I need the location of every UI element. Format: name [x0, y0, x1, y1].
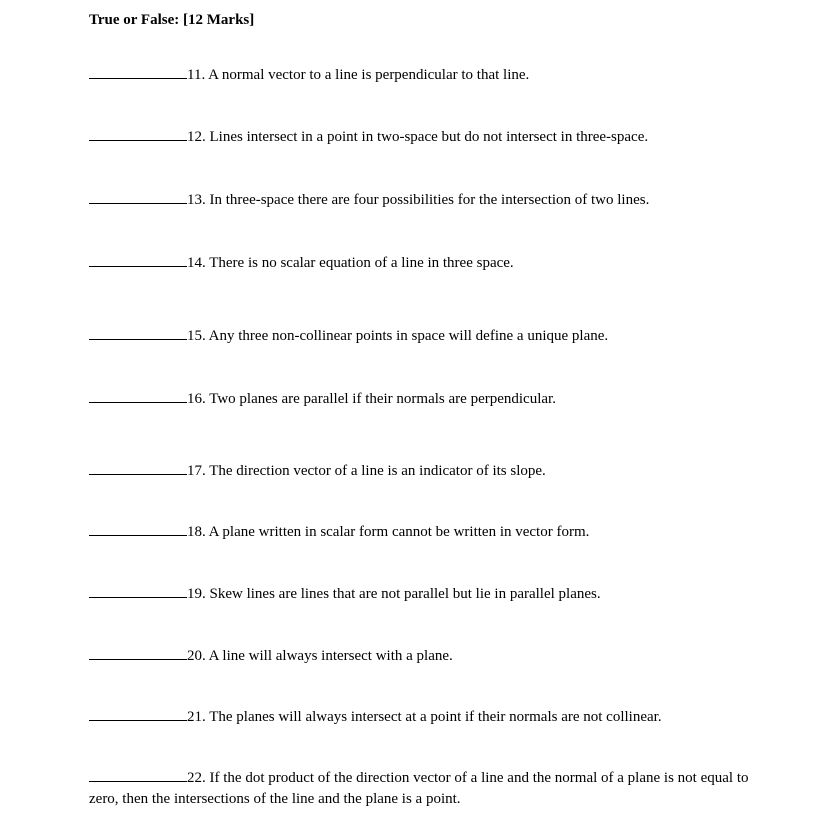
question-22 — [89, 768, 749, 810]
question-text-17: 17. The direction vector of a line is an indicator of its slope. — [187, 463, 546, 479]
question-16 — [89, 390, 556, 408]
answer-blank-19[interactable] — [89, 585, 187, 598]
question-text-14: 14. There is no scalar equation of a line in three space. — [187, 255, 514, 271]
answer-blank-15[interactable] — [89, 327, 187, 340]
answer-blank-22[interactable] — [89, 769, 187, 782]
section-title: True or False: [12 Marks] — [89, 12, 255, 28]
question-text-15: 15. Any three non-collinear points in space will define a unique plane. — [187, 328, 609, 344]
question-text-11: 11. A normal vector to a line is perpendicular to that line. — [187, 67, 530, 83]
question-19 — [89, 585, 601, 603]
question-11 — [89, 66, 529, 84]
question-20 — [89, 647, 453, 665]
answer-blank-12[interactable] — [89, 128, 187, 141]
answer-blank-14[interactable] — [89, 254, 187, 267]
answer-blank-11[interactable] — [89, 66, 187, 79]
answer-blank-20[interactable] — [89, 647, 187, 660]
answer-blank-18[interactable] — [89, 523, 187, 536]
question-12 — [89, 128, 648, 146]
question-13 — [89, 191, 649, 209]
question-text-22: 22. If the dot product of the direction vector of a line and the normal of a plane is not equal to zero, then the intersections of the line and the plane is a point. — [89, 770, 749, 807]
question-text-20: 20. A line will always intersect with a plane. — [187, 648, 453, 664]
question-15 — [89, 327, 608, 345]
question-text-12: 12. Lines intersect in a point in two-space but do not intersect in three-space. — [187, 129, 649, 145]
question-text-18: 18. A plane written in scalar form cannot be written in vector form. — [187, 524, 590, 540]
question-text-21: 21. The planes will always intersect at a point if their normals are not collinear. — [187, 709, 662, 725]
question-text-19: 19. Skew lines are lines that are not parallel but lie in parallel planes. — [187, 586, 601, 602]
question-18 — [89, 523, 589, 541]
question-17 — [89, 462, 546, 480]
question-14 — [89, 254, 514, 272]
answer-blank-21[interactable] — [89, 708, 187, 721]
answer-blank-17[interactable] — [89, 462, 187, 475]
question-text-13: 13. In three-space there are four possibilities for the intersection of two lines. — [187, 192, 650, 208]
answer-blank-16[interactable] — [89, 390, 187, 403]
question-text-16: 16. Two planes are parallel if their normals are perpendicular. — [187, 391, 556, 407]
answer-blank-13[interactable] — [89, 191, 187, 204]
question-21 — [89, 708, 662, 726]
